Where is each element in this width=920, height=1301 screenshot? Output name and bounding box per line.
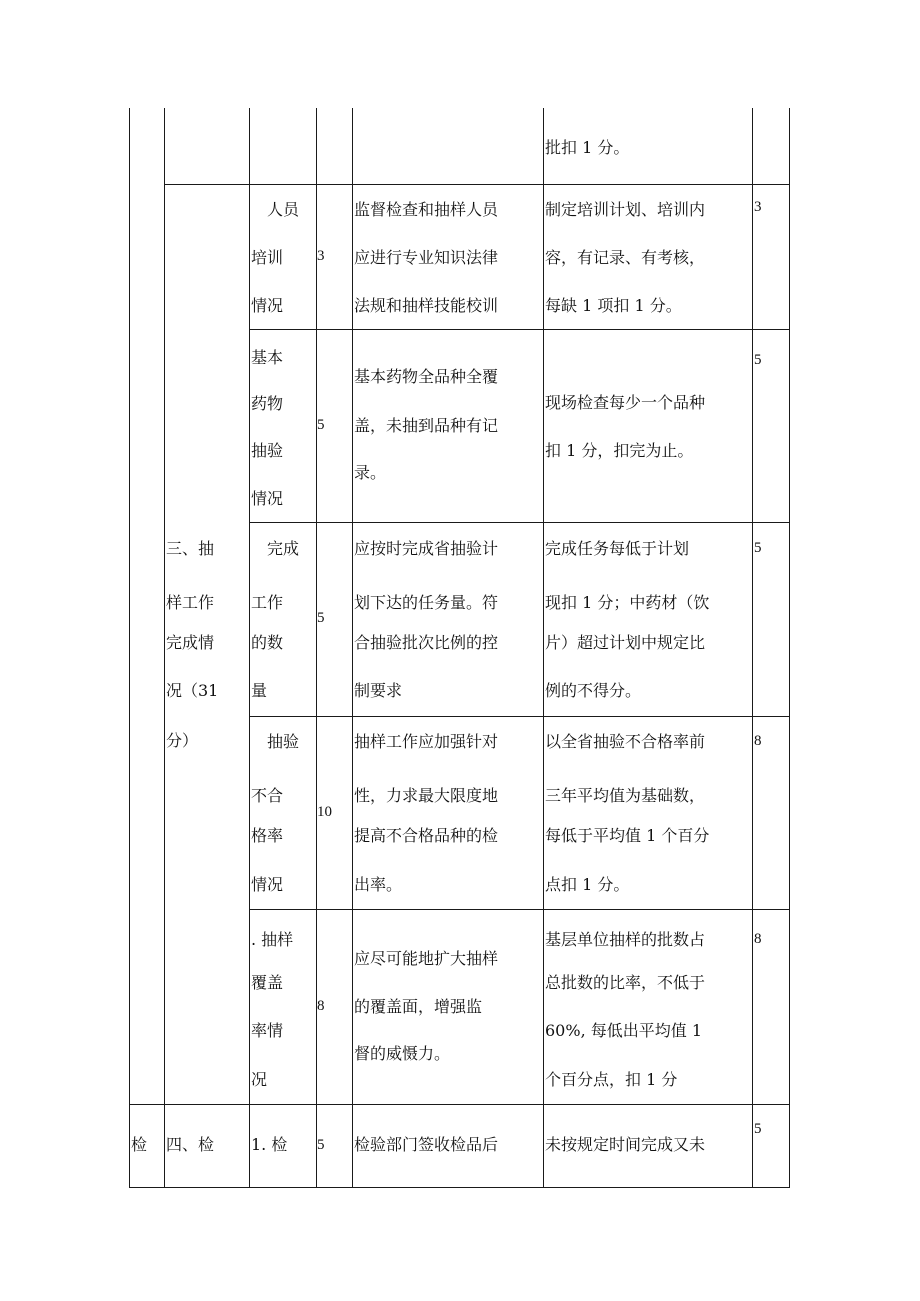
item-r6: 1. 检	[251, 1135, 288, 1154]
section3-l1: 三、抽	[166, 539, 215, 558]
req-r5-l1: 应尽可能地扩大抽样	[354, 949, 499, 968]
req-r1-l1: 监督检查和抽样人员	[354, 200, 499, 219]
crit-r5-l1: 基层单位抽样的批数占	[545, 930, 706, 949]
req-r6: 检验部门签收检品后	[354, 1135, 499, 1154]
item-r4-l3: 格率	[251, 826, 284, 845]
points-r5: 8	[317, 998, 325, 1014]
crit-r6: 未按规定时间完成又未	[545, 1135, 706, 1154]
item-r5-l1: . 抽样	[251, 930, 294, 949]
item-r1-l2: 培训	[251, 248, 284, 267]
item-r2-l3: 抽验	[251, 441, 284, 460]
crit-r5-l4: 个百分点，扣 1 分	[545, 1070, 678, 1089]
crit-r1-l3: 每缺 1 项扣 1 分。	[545, 296, 682, 315]
req-r4-l2: 性，力求最大限度地	[354, 786, 499, 805]
req-r2-l1: 基本药物全品种全覆	[354, 367, 499, 386]
crit-r3-l3: 片）超过计划中规定比	[545, 633, 706, 652]
section-r6: 四、检	[166, 1135, 215, 1154]
section3-l5: 分）	[166, 731, 199, 750]
crit-r3-l2: 现扣 1 分；中药材（饮	[545, 593, 710, 612]
crit-r4-l1: 以全省抽验不合格率前	[545, 732, 706, 751]
crit-r2-l2: 扣 1 分，扣完为止。	[545, 441, 694, 460]
score-r6: 5	[754, 1121, 762, 1137]
points-r1: 3	[317, 248, 325, 264]
score-r1: 3	[754, 199, 762, 215]
req-r4-l4: 出率。	[354, 875, 403, 894]
req-r1-l3: 法规和抽样技能校训	[354, 296, 499, 315]
crit-r3-l1: 完成任务每低于计划	[545, 539, 690, 558]
score-r3: 5	[754, 540, 762, 556]
item-r2-l1: 基本	[251, 348, 284, 367]
crit-r4-l4: 点扣 1 分。	[545, 875, 630, 894]
crit-r5-l3: 60%, 每低出平均值 1	[545, 1021, 703, 1040]
item-r5-l2: 覆盖	[251, 973, 284, 992]
item-r5-l3: 率情	[251, 1021, 284, 1040]
crit-r1-l1: 制定培训计划、培训内	[545, 200, 706, 219]
req-r5-l2: 的覆盖面，增强监	[354, 997, 483, 1016]
section3-l4: 况（31	[166, 681, 219, 700]
req-r3-l1: 应按时完成省抽验计	[354, 539, 499, 558]
points-r4: 10	[317, 804, 332, 820]
req-r3-l4: 制要求	[354, 681, 403, 700]
req-r2-l3: 录。	[354, 463, 387, 482]
item-r3-l1: 完成	[267, 539, 300, 558]
item-r5-l4: 况	[251, 1070, 268, 1089]
crit-r1-l2: 容，有记录、有考核，	[545, 248, 706, 267]
points-r3: 5	[317, 610, 325, 626]
req-r5-l3: 督的威慑力。	[354, 1044, 451, 1063]
item-r3-l3: 的数	[251, 633, 284, 652]
req-r2-l2: 盖，未抽到品种有记	[354, 416, 499, 435]
crit-r3-l4: 例的不得分。	[545, 681, 642, 700]
req-r3-l3: 合抽验批次比例的控	[354, 633, 499, 652]
item-r3-l4: 量	[251, 681, 268, 700]
score-r2: 5	[754, 352, 762, 368]
item-r1-l3: 情况	[251, 296, 284, 315]
crit-r4-l2: 三年平均值为基础数，	[545, 786, 706, 805]
item-r2-l2: 药物	[251, 394, 284, 413]
section3-l2: 样工作	[166, 593, 215, 612]
req-r4-l3: 提高不合格品种的检	[354, 826, 499, 845]
crit-r2-l1: 现场检查每少一个品种	[545, 393, 706, 412]
req-r4-l1: 抽样工作应加强针对	[354, 732, 499, 751]
item-r2-l4: 情况	[251, 489, 284, 508]
req-r1-l2: 应进行专业知识法律	[354, 248, 499, 267]
item-r4-l4: 情况	[251, 875, 284, 894]
req-r3-l2: 划下达的任务量。符	[354, 593, 499, 612]
item-r4-l1: 抽验	[267, 732, 300, 751]
crit-r4-l3: 每低于平均值 1 个百分	[545, 826, 710, 845]
score-r5: 8	[754, 931, 762, 947]
item-r3-l2: 工作	[251, 593, 284, 612]
section3-l3: 完成情	[166, 633, 215, 652]
crit-r5-l2: 总批数的比率，不低于	[545, 973, 706, 992]
points-r6: 5	[317, 1137, 325, 1153]
item-r1-l1: 人员	[267, 200, 300, 219]
criteria-r0: 批扣 1 分。	[545, 138, 630, 157]
category-r6: 检	[131, 1135, 148, 1154]
item-r4-l2: 不合	[251, 786, 284, 805]
points-r2: 5	[317, 417, 325, 433]
score-r4: 8	[754, 733, 762, 749]
